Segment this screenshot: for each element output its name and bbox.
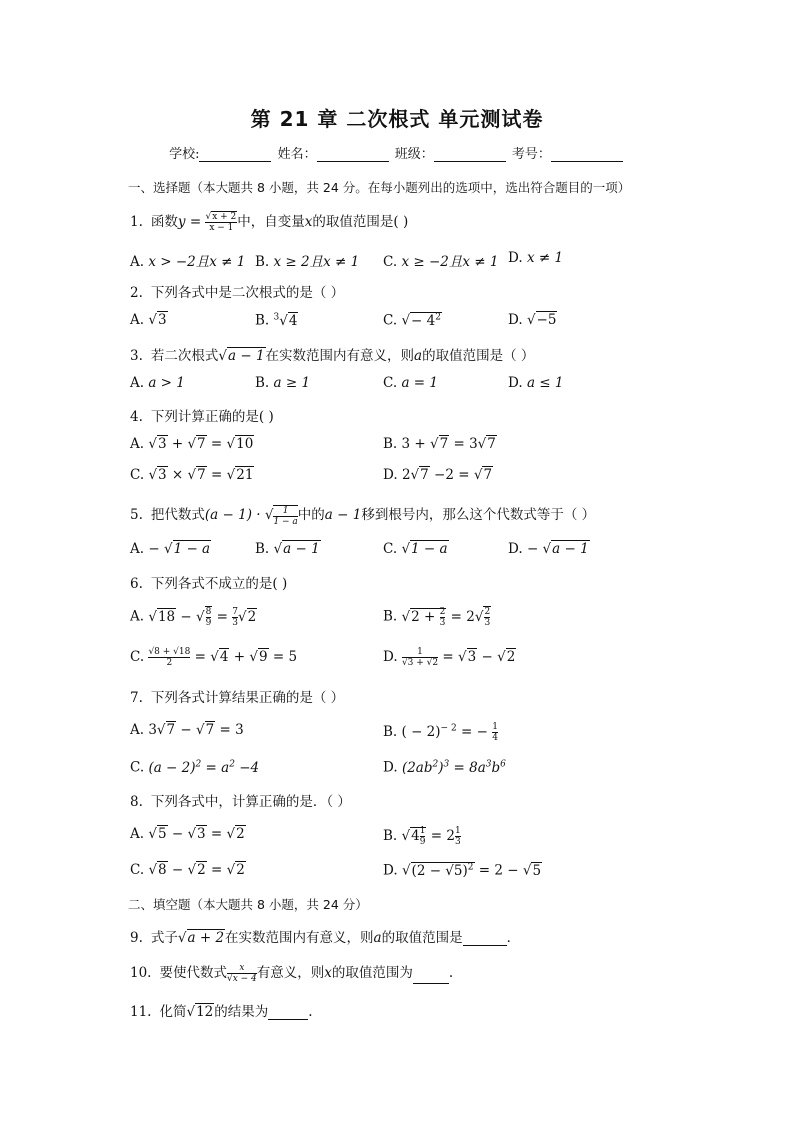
- q7-option-b[interactable]: [383, 722, 498, 743]
- option-label: C.: [130, 467, 145, 483]
- formula: √a + 2: [177, 930, 225, 946]
- question-2: [130, 281, 344, 301]
- question-8: [130, 790, 351, 810]
- formula: √12: [186, 1004, 214, 1020]
- formula: − √1 − a: [148, 541, 211, 557]
- question-text: 的取值范围是（ ）: [422, 348, 535, 364]
- q7-option-d[interactable]: [383, 759, 506, 776]
- formula: √3 × √7 = √21: [148, 467, 254, 483]
- option-label: A.: [130, 254, 145, 270]
- section-choice-heading: 一、选择题（本大题共 8 小题，共 24 分。在每小题列出的选项中，选出符合题目的一项）: [128, 180, 631, 195]
- option-label: C.: [383, 254, 398, 270]
- q1-option-d[interactable]: [508, 250, 563, 266]
- option-label: A.: [130, 436, 145, 452]
- q6-option-c[interactable]: [130, 647, 297, 668]
- option-label: D.: [383, 649, 398, 665]
- option-label: B.: [383, 724, 398, 740]
- option-label: D.: [508, 250, 523, 266]
- q1-option-a[interactable]: [130, 250, 245, 270]
- question-number: 1.: [130, 214, 143, 230]
- option-label: A.: [130, 375, 145, 391]
- question-text: 的取值范围为: [331, 965, 413, 981]
- formula: √a − 1: [273, 541, 320, 557]
- question-text: 中的: [297, 507, 325, 523]
- question-number: 3.: [130, 348, 143, 364]
- option-text: a ≤ 1: [526, 375, 564, 391]
- option-label: C.: [130, 862, 145, 878]
- school-blank[interactable]: [199, 148, 271, 162]
- question-6: [130, 572, 287, 592]
- question-text: 的结果为: [214, 1004, 269, 1020]
- question-1: 1. 函数y = $\frac{√x + 2}{x - 1}$ 中，自变量x的取值范围是( ): [130, 212, 409, 233]
- question-text: .: [308, 1004, 313, 1020]
- question-number: 11.: [130, 1004, 152, 1020]
- question-text: 式子: [150, 930, 178, 946]
- q3-option-b[interactable]: [255, 375, 310, 391]
- option-label: C.: [383, 541, 398, 557]
- question-text: ．: [506, 930, 521, 946]
- formula: − √a − 1: [526, 541, 589, 557]
- question-text: 中，自变量: [237, 214, 305, 230]
- formula: $^3$√4: [273, 312, 298, 329]
- formula: √8 − √2 = √2: [148, 862, 245, 878]
- name-label: 姓名：: [277, 147, 317, 162]
- question-3: [130, 344, 534, 364]
- option-text: x ≥ 2且x ≠ 1: [273, 254, 360, 270]
- option-text: x > −2且x ≠ 1: [148, 254, 246, 270]
- q6-option-d[interactable]: [383, 647, 516, 668]
- option-label: C.: [383, 375, 398, 391]
- q6-option-a[interactable]: [130, 606, 257, 628]
- question-number: 10.: [130, 965, 152, 981]
- question-number: 9.: [130, 930, 143, 946]
- question-7: [130, 686, 344, 706]
- q3-option-a[interactable]: [130, 375, 185, 391]
- formula: y: [177, 214, 186, 230]
- q7-option-a[interactable]: [130, 722, 244, 738]
- option-label: B.: [383, 436, 398, 452]
- answer-blank[interactable]: [413, 971, 449, 984]
- class-label: 班级：: [394, 147, 434, 162]
- q1-option-c[interactable]: [383, 250, 498, 270]
- option-label: D.: [383, 862, 398, 879]
- question-text: 把代数式: [150, 507, 205, 523]
- q5-option-c[interactable]: [383, 541, 449, 557]
- question-text: 的取值范围是( ): [312, 214, 409, 230]
- option-label: A.: [130, 608, 145, 625]
- option-label: D.: [383, 759, 398, 776]
- option-text: a = 1: [401, 375, 438, 391]
- question-text: 化简: [159, 1004, 187, 1020]
- formula: (a − 1) · √ $\frac{1}{1 - a}$: [204, 505, 298, 527]
- q7-option-c[interactable]: [130, 759, 259, 776]
- formula: a − 1: [324, 507, 362, 523]
- q3-option-c[interactable]: [383, 375, 438, 391]
- q4-option-c[interactable]: [130, 467, 254, 483]
- section-fill-heading: 二、填空题（本大题共 8 小题，共 24 分）: [128, 897, 368, 912]
- formula: x: [304, 214, 313, 230]
- option-text: a ≥ 1: [273, 375, 311, 391]
- q4-option-a[interactable]: [130, 436, 254, 452]
- question-text: 在实数范围内有意义，则: [225, 930, 374, 946]
- option-text: a > 1: [148, 375, 185, 391]
- formula: √4 $\frac{1}{9}$ = 2 $\frac{1}{3}$: [401, 826, 461, 847]
- formula: 2√7 −2 = √7: [401, 467, 493, 483]
- q2-option-a[interactable]: [130, 312, 168, 328]
- option-label: B.: [255, 541, 270, 557]
- q6-option-b[interactable]: [383, 606, 491, 628]
- question-9: [130, 926, 520, 946]
- formula: $(a - 2)^2 = a^2 -4$: [148, 759, 260, 776]
- q8-option-d[interactable]: [383, 862, 542, 879]
- question-11: [130, 1000, 313, 1020]
- q2-option-b[interactable]: [255, 312, 298, 329]
- formula: x: [324, 965, 332, 981]
- question-number: 2.: [130, 285, 143, 301]
- formula: a: [414, 348, 423, 364]
- page-title: 第 21 章 二次根式 单元测试卷: [250, 107, 544, 131]
- q4-option-d[interactable]: [383, 467, 493, 483]
- option-label: C.: [130, 759, 145, 776]
- student-info-line: [0, 143, 794, 162]
- question-text: .: [448, 965, 454, 981]
- formula: √3 + √7 = √10: [148, 436, 254, 452]
- formula: √a − 1: [218, 348, 265, 364]
- answer-blank[interactable]: [463, 933, 507, 946]
- option-label: C.: [130, 649, 145, 665]
- question-number: 8.: [130, 794, 143, 810]
- q2-option-c[interactable]: [383, 312, 442, 329]
- option-label: B.: [383, 828, 398, 844]
- question-text: 要使代数式: [159, 965, 227, 981]
- fraction: $\frac{x}{√x - 4}$: [226, 963, 257, 984]
- formula: √2 + $\frac{2}{3}$ = 2√ $\frac{2}{3}$: [401, 606, 491, 628]
- option-label: D.: [508, 541, 523, 557]
- formula: √1 − a: [401, 541, 448, 557]
- option-text: x ≠ 1: [526, 250, 564, 266]
- formula: √18 − √ $\frac{8}{9}$ = $\frac{7}{3}$ √2: [148, 606, 257, 628]
- question-text: 下列各式中是二次根式的是（ ）: [150, 285, 345, 301]
- formula: a: [373, 930, 382, 946]
- exam-no-blank[interactable]: [551, 148, 623, 162]
- question-text: 函数: [150, 214, 178, 230]
- question-text: 下列各式不成立的是( ): [150, 576, 288, 592]
- formula: √−5: [526, 312, 557, 328]
- formula: $(2ab^2)^3 = 8a^3b^6$: [401, 759, 506, 776]
- question-number: 6.: [130, 576, 143, 592]
- option-label: A.: [130, 722, 145, 738]
- question-text: 的取值范围是: [381, 930, 463, 946]
- q5-option-a[interactable]: [130, 541, 211, 557]
- exam-no-label: 考号：: [511, 147, 551, 162]
- formula: ( − 2)$^{- 2}$ = − $\frac{1}{4}$: [401, 722, 498, 743]
- school-label: 学校:: [169, 147, 200, 162]
- fraction: $\frac{√x + 2}{x - 1}$: [205, 212, 237, 233]
- question-text: 下列各式中，计算正确的是．（ ）: [150, 794, 351, 810]
- q8-option-c[interactable]: [130, 862, 246, 878]
- option-label: D.: [383, 467, 398, 483]
- answer-blank[interactable]: [268, 1007, 308, 1020]
- question-text: 移到根号内，那么这个代数式等于（ ）: [361, 507, 596, 523]
- question-number: 4.: [130, 409, 143, 425]
- formula: 3√7 − √7 = 3: [148, 722, 244, 738]
- option-label: B.: [255, 312, 270, 329]
- option-label: A.: [130, 541, 145, 557]
- option-label: B.: [255, 375, 270, 391]
- q8-option-b[interactable]: [383, 826, 461, 847]
- option-label: A.: [130, 826, 145, 842]
- formula: √5 − √3 = √2: [148, 826, 245, 842]
- question-text: 有意义，则: [256, 965, 325, 981]
- question-number: 7.: [130, 690, 143, 706]
- formula: √− $4^2$: [401, 312, 441, 329]
- q4-option-b[interactable]: [383, 436, 497, 452]
- option-label: A.: [130, 312, 145, 328]
- formula: √3: [148, 312, 167, 328]
- q5-option-b[interactable]: [255, 541, 321, 557]
- question-text: 若二次根式: [150, 348, 219, 364]
- question-10: [130, 961, 453, 984]
- question-text: 下列计算正确的是( ): [150, 409, 274, 425]
- formula: 3 + √7 = 3√7: [401, 436, 496, 452]
- q5-option-d[interactable]: [508, 541, 590, 557]
- name-blank[interactable]: [317, 148, 389, 162]
- class-blank[interactable]: [434, 148, 506, 162]
- formula: $√(2 - √5)^2 = 2 - √5$: [401, 862, 542, 879]
- question-4: [130, 405, 274, 425]
- option-label: C.: [383, 312, 398, 329]
- option-label: B.: [383, 608, 398, 625]
- option-label: D.: [508, 312, 523, 328]
- formula: $\frac{1}{√3 + √2}$ = √3 − √2: [401, 647, 516, 668]
- option-text: x ≥ −2且x ≠ 1: [401, 254, 499, 270]
- formula: $\frac{√8 + √18}{2}$ = √4 + √9 = 5: [148, 647, 298, 668]
- q8-option-a[interactable]: [130, 826, 246, 842]
- q1-option-b[interactable]: [255, 250, 359, 270]
- option-label: D.: [508, 375, 523, 391]
- question-text: 在实数范围内有意义，则: [265, 348, 415, 364]
- option-label: B.: [255, 254, 270, 270]
- question-5: [130, 503, 595, 527]
- q2-option-d[interactable]: [508, 312, 557, 328]
- q3-option-d[interactable]: [508, 375, 563, 391]
- question-number: 5.: [130, 507, 143, 523]
- question-text: 下列各式计算结果正确的是（ ）: [150, 690, 345, 706]
